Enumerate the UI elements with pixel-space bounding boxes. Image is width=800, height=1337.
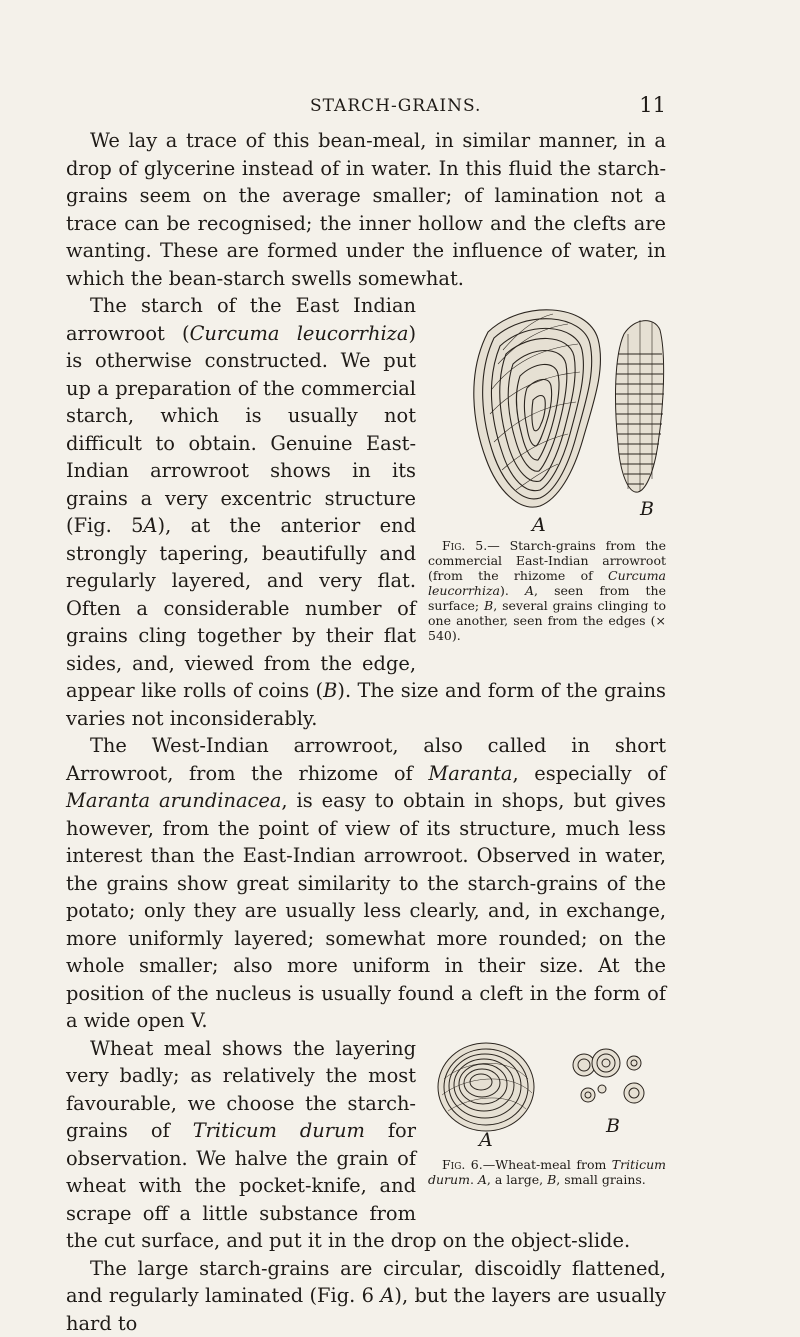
caption-text: ).: [500, 583, 525, 598]
caption-text: , small grains.: [556, 1172, 646, 1187]
caption-text: , several grains clinging to one another, seen from the edges (× 540).: [428, 598, 666, 643]
figure-5-caption: [428, 538, 666, 643]
caption-text: —Wheat-meal from: [483, 1157, 612, 1172]
wheat-grains-b: [573, 1049, 644, 1103]
caption-species: Triticum durum: [428, 1157, 666, 1187]
running-title: STARCH-GRAINS.: [310, 96, 481, 116]
species-name: Maranta arundinacea: [66, 789, 281, 812]
species-name: Maranta: [428, 762, 512, 785]
figure-5-label-a: A: [532, 512, 546, 540]
figure-ref: B: [323, 679, 337, 702]
wheat-grains-drawing: [428, 1039, 666, 1151]
species-name: Triticum durum: [193, 1119, 365, 1142]
page-header: [66, 96, 666, 126]
caption-letter: B: [484, 598, 493, 613]
text-run: The large starch-grains are circular, discoidly flattened, and regularly laminated (Fig. 6: [66, 1257, 666, 1308]
figure-6-label-b: B: [606, 1113, 620, 1141]
text-run: , is easy to obtain in shops, but gives however, from the point of view of its structure, much less interest than the East-Indian arrowroot. Observed in water, the grains show great similarity to the starch-grains of the potato; only they are usually less clearly, and, in exchange, more uniformly layered; somewhat more rounded; on the whole smaller; also more uniform in their size. At the position of the nucleus is usually found a cleft in the form of a wide open V.: [66, 789, 666, 1032]
caption-text: , seen from the surface;: [428, 583, 666, 613]
wheat-grain-a: [438, 1043, 534, 1131]
starch-grains-drawing: [428, 294, 666, 538]
caption-text: .: [470, 1172, 478, 1187]
caption-letter: A: [525, 583, 534, 598]
grain-b: [616, 320, 664, 492]
caption-text: — Starch-grains from the commercial East-Indian arrowroot (from the rhizome of: [428, 538, 666, 583]
figure-ref: A: [144, 514, 158, 537]
figure-6-drawing: [428, 1039, 666, 1151]
paragraph-west-indian-arrowroot: [66, 732, 666, 1035]
body-text: [66, 127, 666, 1337]
caption-letter: B: [547, 1172, 556, 1187]
text-run: The starch of the East Indian arrowroot (: [66, 294, 416, 345]
wheat-section: [66, 1035, 666, 1255]
figure-6-caption-number: Fig. 6.: [442, 1157, 483, 1172]
caption-text: , a large,: [487, 1172, 547, 1187]
grain-a: [474, 310, 601, 507]
text-run: ) is otherwise constructed. We put up a preparation of the commercial starch, which is usually not difficult to obtain. Genuine East-Indian arrowroot shows in its grains a very excentric structure (Fig. 5: [66, 322, 416, 538]
figure-6: [428, 1039, 666, 1211]
figure-6-caption: [428, 1157, 666, 1187]
text-run: ), but the layers are usually hard to: [66, 1284, 666, 1335]
figure-5-label-b: B: [640, 496, 654, 524]
figure-ref: A: [380, 1284, 394, 1307]
figure-5-caption-number: Fig. 5.: [442, 538, 487, 553]
text-run: ), at the anterior end strongly tapering, beautifully and regularly layered, and very flat. Often a considerable number of grains cling together by their flat sides, and, viewed from the edge, appear like rolls of coins (: [66, 514, 416, 702]
figure-5: [428, 294, 666, 658]
arrowroot-section: [66, 292, 666, 732]
page-number: 11: [639, 93, 666, 117]
text-run: for observation. We halve the grain of wheat with the pocket-knife, and scrape off a little substance from the cut surface, and put it in the drop on the object-slide.: [66, 1119, 630, 1252]
figure-5-drawing: [428, 294, 666, 538]
figure-6-label-a: A: [479, 1127, 493, 1155]
text-run: ). The size and form of the grains varies not inconsiderably.: [66, 679, 666, 730]
paragraph-large-starch-grains: [66, 1255, 666, 1337]
paragraph-glycerine: We lay a trace of this bean-meal, in similar manner, in a drop of glycerine instead of in water. In this fluid the starch-grains seem on the average smaller; of lamination not a trace can be recognised; the inner hollow and the clefts are wanting. These are formed under the influence of water, in which the bean-starch swells somewhat.: [66, 127, 666, 292]
text-run: , especially of: [512, 762, 666, 785]
caption-species: Curcuma leucorrhiza: [428, 568, 666, 598]
caption-letter: A: [478, 1172, 487, 1187]
species-name: Curcuma leucorrhiza: [190, 322, 409, 345]
text-run: The West-Indian arrowroot, also called in short Arrowroot, from the rhizome of: [66, 734, 666, 785]
text-run: Wheat meal shows the layering very badly; as relatively the most favourable, we choose the starch-grains of: [66, 1037, 416, 1143]
